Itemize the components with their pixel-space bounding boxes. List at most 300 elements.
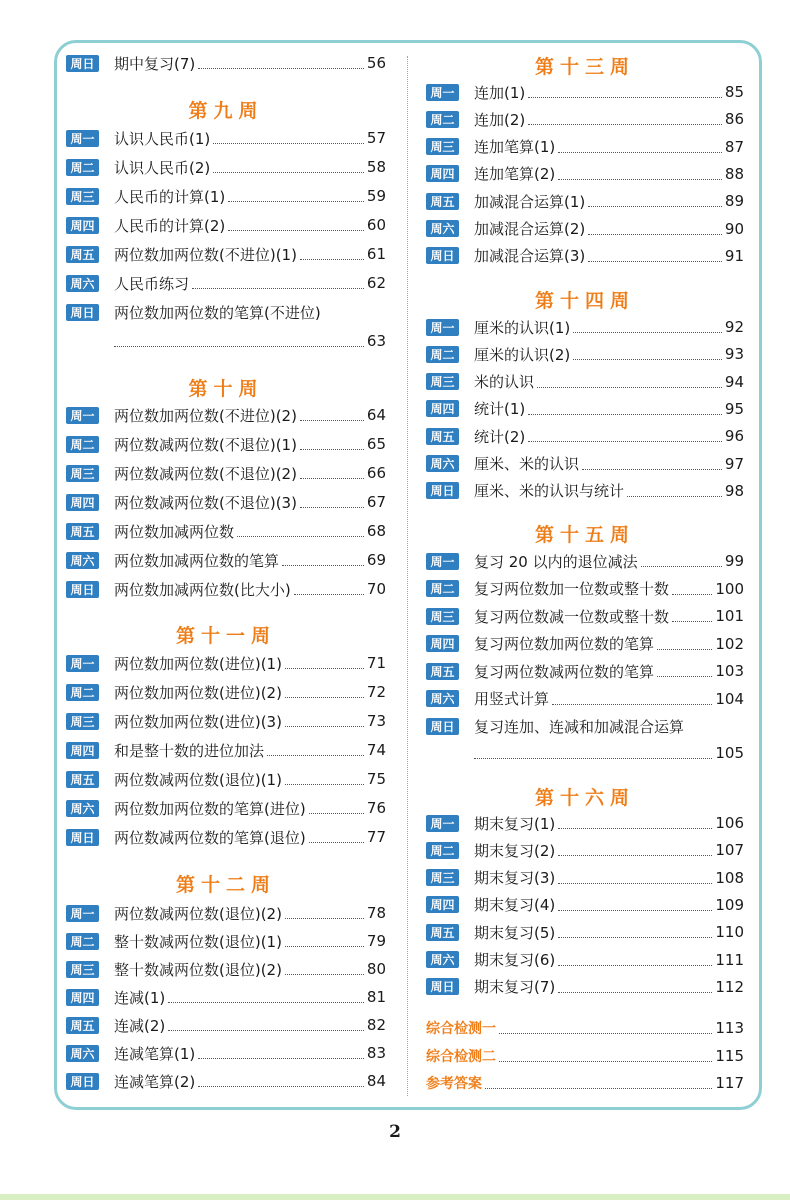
day-badge: 周四: [426, 400, 459, 417]
entry-page: 107: [715, 841, 744, 860]
toc-entry[interactable]: [426, 480, 744, 502]
dot-leader: [672, 593, 712, 595]
entry-title: 整十数减两位数(退位)(1): [114, 932, 282, 951]
entry-page: 91: [724, 246, 744, 265]
toc-entry[interactable]: [66, 127, 386, 149]
toc-entry[interactable]: [66, 681, 386, 703]
day-badge: 周三: [66, 465, 99, 482]
entry-title: 期末复习(3): [474, 869, 556, 888]
day-badge: 周三: [426, 608, 459, 625]
week-heading: 第十四周: [534, 290, 635, 312]
day-badge: 周五: [66, 771, 99, 788]
toc-entry[interactable]: [426, 163, 744, 185]
toc-entry[interactable]: [66, 826, 386, 848]
entry-title: 综合检测一: [426, 1021, 496, 1037]
entry-title: 两位数加减两位数: [114, 522, 235, 541]
day-badge: 周一: [426, 319, 459, 336]
entry-title: 厘米、米的认识: [474, 455, 580, 473]
day-badge: 周三: [426, 373, 459, 390]
entry-page: 83: [366, 1044, 386, 1062]
dot-leader: [168, 1001, 364, 1003]
entry-title: 综合检测二: [426, 1048, 496, 1065]
toc-entry[interactable]: [426, 245, 744, 267]
entry-page: 82: [366, 1016, 386, 1034]
dot-leader: [300, 419, 364, 421]
dot-leader: [558, 964, 712, 966]
entry-title: 期末复习(7): [474, 978, 556, 997]
day-badge: 周六: [66, 800, 99, 817]
column-divider: [407, 56, 408, 1096]
entry-page: 70: [366, 580, 386, 598]
dot-leader: [168, 1029, 364, 1031]
week-heading: 第十一周: [175, 625, 276, 647]
toc-entry[interactable]: [426, 921, 744, 943]
dot-leader: [213, 142, 364, 144]
toc-entry[interactable]: [66, 404, 386, 426]
dot-leader: [294, 593, 364, 595]
entry-title: 连减(2): [114, 1016, 166, 1035]
entry-page: 89: [724, 192, 744, 211]
dot-leader: [558, 936, 712, 938]
dot-leader: [285, 917, 364, 919]
entry-page: 80: [366, 960, 386, 978]
week-heading: 第十周: [188, 378, 264, 400]
entry-page: 106: [715, 814, 744, 832]
dot-leader: [228, 229, 364, 231]
entry-title: 两位数减两位数(退位)(1): [114, 770, 282, 789]
entry-title: 复习两位数加两位数的笔算: [474, 635, 655, 653]
entry-title: 用竖式计算: [474, 690, 550, 708]
entry-title: 两位数加两位数(进位)(3): [114, 712, 282, 731]
entry-title: 两位数减两位数(不退位)(1): [114, 435, 297, 454]
entry-page: 65: [366, 435, 386, 453]
entry-page: 108: [715, 868, 744, 887]
entry-title: 期末复习(2): [474, 841, 556, 860]
entry-title: 复习连加、连减和加减混合运算: [474, 717, 685, 736]
dot-leader: [285, 725, 364, 727]
toc-entry[interactable]: [66, 797, 386, 819]
toc-entry[interactable]: [66, 214, 386, 236]
entry-title: 人民币练习: [114, 274, 190, 293]
dot-leader: [114, 345, 364, 347]
dot-leader: [558, 991, 712, 993]
entry-page: 109: [715, 895, 744, 914]
dot-leader: [499, 1060, 712, 1062]
toc-entry[interactable]: [426, 715, 744, 737]
dot-leader: [198, 1057, 364, 1059]
toc-entry[interactable]: [426, 867, 744, 889]
toc-entry[interactable]: [66, 1014, 386, 1036]
day-badge: 周日: [66, 304, 99, 321]
entry-page: 113: [715, 1019, 744, 1037]
entry-title: 复习两位数减两位数的笔算: [474, 662, 655, 681]
day-badge: 周一: [426, 815, 459, 832]
toc-entry[interactable]: [66, 462, 386, 484]
dot-leader: [588, 233, 722, 235]
toc-entry[interactable]: [66, 272, 386, 294]
toc-entry[interactable]: [66, 549, 386, 571]
entry-title: 整十数减两位数(退位)(2): [114, 960, 282, 979]
entry-title: 连减笔算(2): [114, 1072, 196, 1091]
entry-page: 74: [366, 741, 386, 759]
dot-leader: [309, 841, 364, 843]
entry-page: 81: [366, 988, 386, 1006]
toc-entry[interactable]: [66, 52, 386, 74]
day-badge: 周日: [426, 247, 459, 264]
day-badge: 周一: [66, 905, 99, 922]
entry-page: 79: [366, 932, 386, 950]
entry-title: 加减混合运算(2): [474, 220, 586, 238]
entry-page: 104: [715, 689, 744, 708]
entry-title: 米的认识: [474, 373, 535, 392]
entry-title: 复习两位数加一位数或整十数: [474, 580, 670, 598]
toc-entry[interactable]: [426, 812, 744, 834]
dot-leader: [588, 260, 722, 262]
dot-leader: [309, 812, 364, 814]
day-badge: 周四: [66, 494, 99, 511]
entry-page: 61: [366, 245, 386, 263]
toc-entry[interactable]: [426, 605, 744, 627]
entry-title: 连加(2): [474, 110, 526, 129]
dot-leader: [198, 67, 364, 69]
toc-entry[interactable]: [426, 633, 744, 655]
entry-title: 期末复习(1): [474, 814, 556, 833]
entry-page: 66: [366, 464, 386, 482]
entry-page: 57: [366, 129, 386, 147]
toc-entry[interactable]: [66, 301, 386, 323]
day-badge: 周六: [426, 455, 459, 472]
entry-page: 60: [366, 216, 386, 234]
toc-entry[interactable]: [66, 768, 386, 790]
dot-leader: [537, 386, 722, 388]
dot-leader: [300, 448, 364, 450]
dot-leader: [485, 1087, 712, 1089]
entry-page: 59: [366, 187, 386, 205]
toc-entry[interactable]: [426, 976, 744, 998]
entry-page: 110: [715, 923, 744, 942]
entry-page: 97: [724, 454, 744, 473]
toc-entry-continuation: [66, 330, 386, 352]
dot-leader: [285, 945, 364, 947]
entry-page: 75: [366, 770, 386, 788]
toc-entry[interactable]: [66, 986, 386, 1008]
entry-title: 厘米的认识(2): [474, 345, 571, 364]
dot-leader: [267, 754, 364, 756]
dot-leader: [300, 258, 364, 260]
entry-page: 96: [724, 427, 744, 446]
dot-leader: [300, 477, 364, 479]
entry-page: 73: [366, 712, 386, 730]
day-badge: 周六: [66, 552, 99, 569]
toc-entry[interactable]: [66, 1042, 386, 1064]
entry-page: 62: [366, 274, 386, 292]
toc-entry[interactable]: [66, 902, 386, 924]
day-badge: 周六: [426, 951, 459, 968]
day-badge: 周三: [426, 138, 459, 155]
dot-leader: [285, 667, 364, 669]
day-badge: 周一: [66, 130, 99, 147]
dot-leader: [641, 565, 722, 567]
day-badge: 周五: [66, 246, 99, 263]
toc-entry[interactable]: [426, 688, 744, 710]
appendix-entry[interactable]: [426, 1017, 744, 1039]
dot-leader: [672, 620, 712, 622]
entry-title: 两位数减两位数(不退位)(3): [114, 493, 297, 512]
entry-page: 76: [366, 799, 386, 817]
entry-page: 105: [715, 744, 744, 762]
entry-title: 复习两位数减一位数或整十数: [474, 607, 670, 626]
day-badge: 周六: [66, 275, 99, 292]
entry-title: 两位数减两位数(退位)(2): [114, 904, 282, 923]
day-badge: 周三: [66, 961, 99, 978]
dot-leader: [285, 783, 364, 785]
entry-page: 88: [724, 164, 744, 183]
toc-entry[interactable]: [426, 894, 744, 916]
dot-leader: [552, 703, 712, 705]
entry-page: 102: [715, 634, 744, 653]
entry-title: 两位数加两位数(不进位)(2): [114, 406, 297, 425]
dot-leader: [573, 331, 722, 333]
entry-page: 95: [724, 399, 744, 418]
entry-page: 72: [366, 683, 386, 701]
entry-page: 111: [715, 950, 744, 969]
toc-entry[interactable]: [66, 185, 386, 207]
toc-entry[interactable]: [426, 371, 744, 393]
entry-page: 58: [366, 158, 386, 176]
toc-entry[interactable]: [66, 520, 386, 542]
entry-page: 99: [724, 552, 744, 570]
toc-entry[interactable]: [66, 710, 386, 732]
entry-page: 68: [366, 522, 386, 540]
toc-entry[interactable]: [66, 958, 386, 980]
entry-title: 连减(1): [114, 988, 166, 1007]
day-badge: 周一: [66, 407, 99, 424]
day-badge: 周五: [426, 193, 459, 210]
day-badge: 周日: [426, 482, 459, 499]
entry-title: 连加笔算(2): [474, 165, 556, 184]
day-badge: 周四: [66, 989, 99, 1006]
entry-title: 两位数加两位数的笔算(进位): [114, 799, 306, 818]
entry-title: 期末复习(5): [474, 923, 556, 942]
entry-page: 71: [366, 654, 386, 672]
entry-title: 复习 20 以内的退位减法: [474, 552, 638, 571]
entry-title: 统计(2): [474, 427, 526, 446]
dot-leader: [657, 675, 712, 677]
dot-leader: [558, 882, 712, 884]
day-badge: 周四: [426, 896, 459, 913]
dot-leader: [474, 757, 712, 759]
dot-leader: [558, 909, 712, 911]
day-badge: 周三: [66, 188, 99, 205]
entry-title: 两位数加减两位数(比大小): [114, 580, 291, 599]
entry-title: 连减笔算(1): [114, 1044, 196, 1063]
dot-leader: [228, 200, 364, 202]
day-badge: 周日: [66, 55, 99, 72]
dot-leader: [588, 205, 722, 207]
dot-leader: [285, 973, 364, 975]
day-badge: 周二: [426, 580, 459, 597]
toc-entry[interactable]: [426, 343, 744, 365]
entry-title: 加减混合运算(3): [474, 247, 586, 266]
toc-entry[interactable]: [426, 398, 744, 420]
dot-leader: [285, 696, 364, 698]
entry-page: 115: [715, 1046, 744, 1065]
day-badge: 周四: [66, 217, 99, 234]
dot-leader: [558, 151, 722, 153]
dot-leader: [528, 96, 722, 98]
day-badge: 周六: [66, 1045, 99, 1062]
dot-leader: [558, 854, 712, 856]
day-badge: 周四: [426, 635, 459, 652]
entry-title: 连加(1): [474, 83, 526, 102]
entry-page: 87: [724, 137, 744, 156]
week-heading: 第十五周: [534, 524, 635, 546]
toc-entry[interactable]: [426, 550, 744, 572]
appendix-entry[interactable]: [426, 1045, 744, 1067]
entry-page: 93: [724, 345, 744, 364]
toc-entry[interactable]: [426, 316, 744, 338]
entry-page: 92: [724, 318, 744, 336]
entry-title: 认识人民币(1): [114, 129, 211, 148]
toc-entry[interactable]: [426, 949, 744, 971]
entry-title: 两位数加减两位数的笔算: [114, 551, 280, 570]
day-badge: 周三: [66, 713, 99, 730]
day-badge: 周二: [426, 111, 459, 128]
dot-leader: [627, 495, 722, 497]
toc-entry[interactable]: [426, 218, 744, 240]
dot-leader: [558, 827, 712, 829]
entry-page: 69: [366, 551, 386, 569]
entry-title: 期末复习(6): [474, 951, 556, 969]
day-badge: 周六: [426, 220, 459, 237]
entry-title: 人民币的计算(2): [114, 216, 226, 235]
dot-leader: [558, 178, 722, 180]
toc-entry[interactable]: [426, 108, 744, 130]
week-heading: 第十二周: [175, 874, 276, 896]
toc-entry[interactable]: [66, 243, 386, 265]
dot-leader: [198, 1085, 364, 1087]
day-badge: 周五: [426, 663, 459, 680]
entry-title: 统计(1): [474, 400, 526, 419]
entry-page: 56: [366, 54, 386, 72]
dot-leader: [582, 468, 722, 470]
day-badge: 周日: [426, 718, 459, 735]
toc-entry[interactable]: [426, 136, 744, 158]
day-badge: 周五: [426, 924, 459, 941]
entry-page: 84: [366, 1072, 386, 1090]
day-badge: 周二: [66, 436, 99, 453]
day-badge: 周一: [66, 655, 99, 672]
toc-entry[interactable]: [66, 156, 386, 178]
day-badge: 周五: [66, 1017, 99, 1034]
day-badge: 周一: [426, 84, 459, 101]
entry-page: 86: [724, 110, 744, 129]
day-badge: 周日: [66, 1073, 99, 1090]
day-badge: 周三: [426, 869, 459, 886]
bottom-strip: [0, 1194, 790, 1200]
day-badge: 周日: [66, 829, 99, 846]
day-badge: 周日: [66, 581, 99, 598]
toc-entry[interactable]: [66, 433, 386, 455]
entry-page: 94: [724, 372, 744, 391]
entry-page: 117: [715, 1074, 744, 1092]
day-badge: 周二: [426, 346, 459, 363]
day-badge: 周二: [66, 159, 99, 176]
toc-entry[interactable]: [426, 453, 744, 475]
dot-leader: [237, 535, 364, 537]
day-badge: 周日: [426, 978, 459, 995]
entry-page: 78: [366, 904, 386, 922]
toc-entry[interactable]: [66, 491, 386, 513]
day-badge: 周五: [426, 428, 459, 445]
day-badge: 周二: [426, 842, 459, 859]
toc-entry[interactable]: [426, 425, 744, 447]
entry-title: 认识人民币(2): [114, 158, 211, 177]
dot-leader: [300, 506, 364, 508]
entry-page: 100: [715, 579, 744, 598]
toc-entry[interactable]: [66, 1070, 386, 1092]
entry-title: 两位数加两位数的笔算(不进位): [114, 303, 321, 322]
toc-entry-continuation: [426, 742, 744, 764]
entry-title: 两位数加两位数(进位)(2): [114, 683, 282, 702]
day-badge: 周六: [426, 690, 459, 707]
entry-title: 连加笔算(1): [474, 138, 556, 157]
day-badge: 周四: [66, 742, 99, 759]
appendix-entry[interactable]: [426, 1072, 744, 1094]
toc-entry[interactable]: [426, 660, 744, 682]
toc-entry[interactable]: [426, 578, 744, 600]
entry-title: 和是整十数的进位加法: [114, 741, 265, 760]
toc-entry[interactable]: [426, 81, 744, 103]
entry-title: 期中复习(7): [114, 54, 196, 73]
week-heading: 第九周: [188, 100, 264, 122]
dot-leader: [213, 171, 364, 173]
toc-entry[interactable]: [66, 739, 386, 761]
dot-leader: [192, 287, 364, 289]
entry-page: 90: [724, 219, 744, 238]
week-heading: 第十三周: [534, 56, 635, 78]
dot-leader: [657, 648, 712, 650]
dot-leader: [528, 440, 722, 442]
day-badge: 周四: [426, 165, 459, 182]
entry-page: 67: [366, 493, 386, 511]
entry-title: 人民币的计算(1): [114, 187, 226, 206]
toc-entry[interactable]: [426, 190, 744, 212]
day-badge: 周二: [66, 933, 99, 950]
page-number: 2: [389, 1122, 401, 1142]
dot-leader: [499, 1032, 712, 1034]
day-badge: 周一: [426, 553, 459, 570]
entry-title: 两位数减两位数(不退位)(2): [114, 464, 297, 483]
entry-title: 参考答案: [426, 1076, 482, 1092]
entry-title: 厘米的认识(1): [474, 318, 571, 337]
day-badge: 周五: [66, 523, 99, 540]
dot-leader: [528, 123, 722, 125]
toc-entry[interactable]: [426, 839, 744, 861]
dot-leader: [282, 564, 364, 566]
entry-page: 112: [715, 977, 744, 996]
toc-entry[interactable]: [66, 652, 386, 674]
entry-page: 98: [724, 481, 744, 500]
entry-title: 两位数加两位数(进位)(1): [114, 654, 282, 673]
entry-page: 63: [366, 332, 386, 350]
entry-page: 103: [715, 662, 744, 680]
entry-title: 加减混合运算(1): [474, 192, 586, 211]
toc-entry[interactable]: [66, 578, 386, 600]
entry-title: 两位数减两位数的笔算(退位): [114, 828, 306, 847]
dot-leader: [528, 413, 722, 415]
toc-entry[interactable]: [66, 930, 386, 952]
